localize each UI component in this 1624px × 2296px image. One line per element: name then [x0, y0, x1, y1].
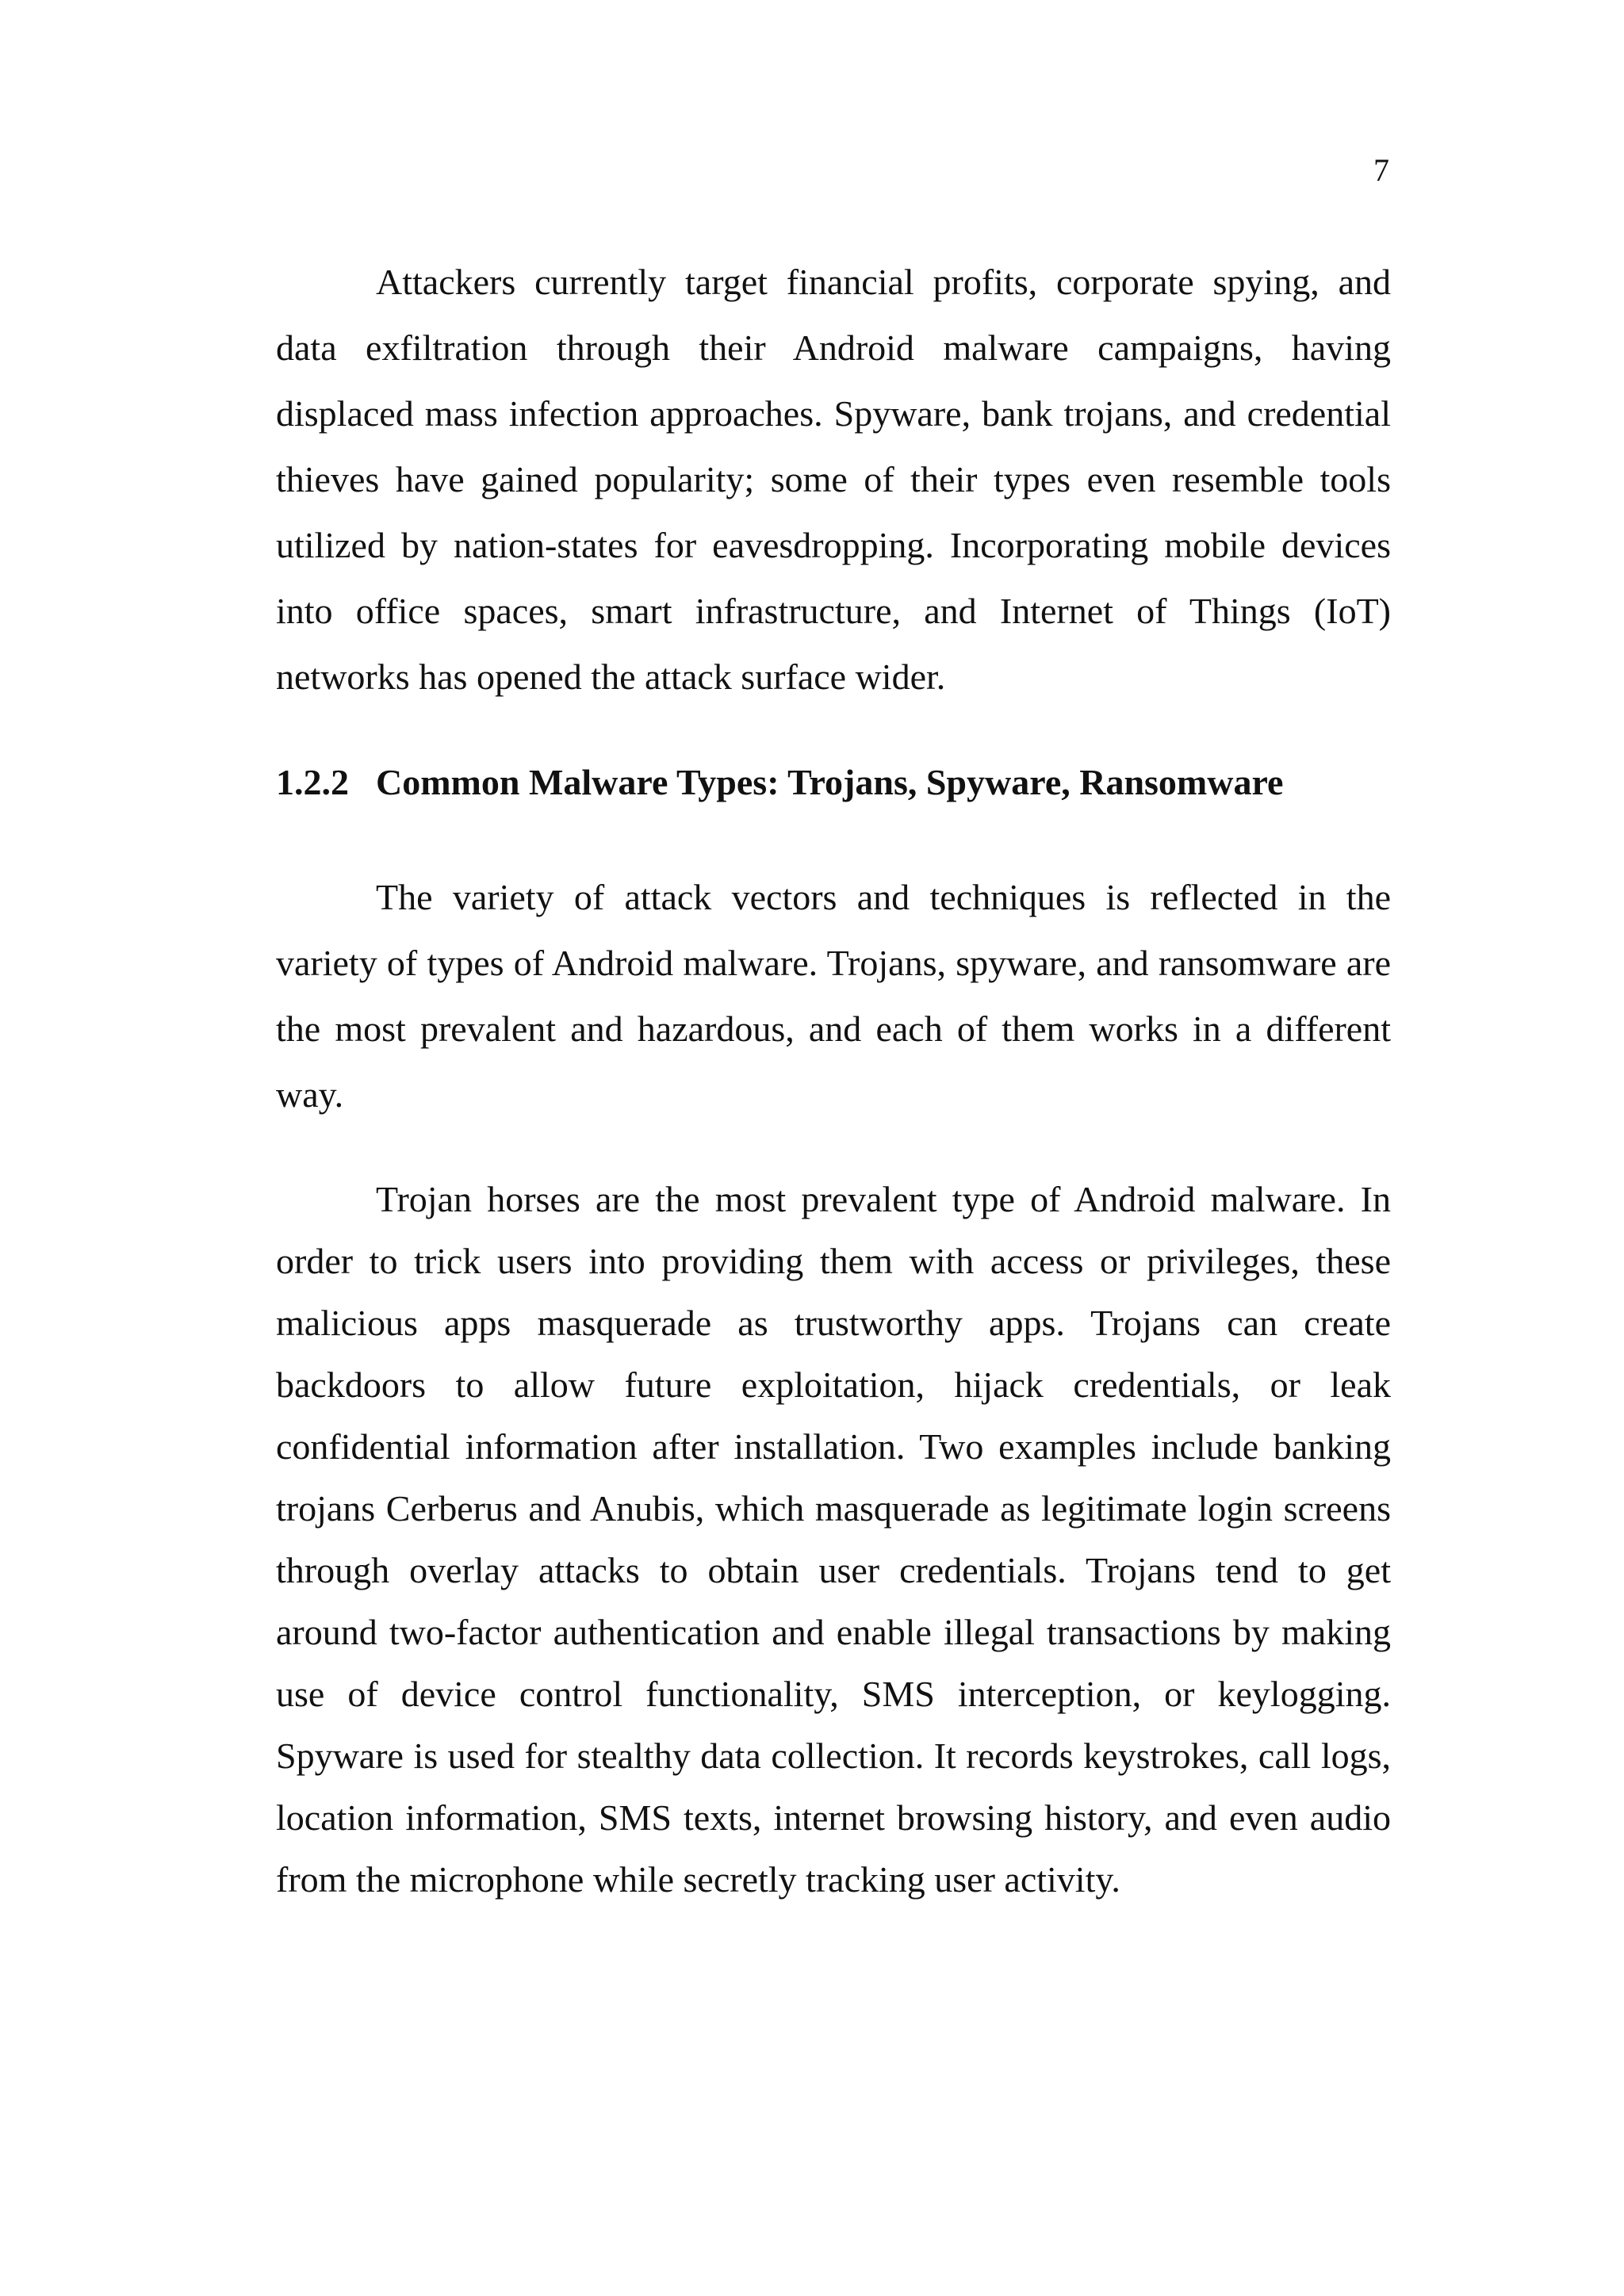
spacer — [276, 710, 1391, 749]
section-heading — [276, 749, 1391, 815]
section-number: 1.2.2 — [276, 762, 349, 802]
page-number: 7 — [1373, 152, 1389, 188]
paragraph-malware-variety: The variety of attack vectors and techniques is reflected in the variety of types of Android malware. Trojans, spyware, and ransomware are the most prevalent and hazardous, and each of them works in a different way. — [276, 877, 1391, 1115]
spacer — [276, 815, 1391, 864]
page-content — [276, 249, 1391, 1911]
paragraph-trojans-spyware: Trojan horses are the most prevalent type of Android malware. In order to trick users into providing them with access or privileges, these malicious apps masquerade as trustworthy apps. Trojans can create backdoors to allow future exploitation, hijack credentials, or leak confidential information after installation. Two examples include banking trojans Cerberus and Anubis, which masquerade as legitimate login screens through overlay attacks to obtain user credentials. Trojans tend to get around two-factor authentication and enable illegal transactions by making use of device control functionality, SMS interception, or keylogging. Spyware is used for stealthy data collection. It records keystrokes, call logs, location information, SMS texts, internet browsing history, and even audio from the microphone while secretly tracking user activity. — [276, 1179, 1391, 1900]
section-title: Common Malware Types: Trojans, Spyware, Ransomware — [376, 762, 1284, 802]
spacer — [276, 1127, 1391, 1169]
paragraph-attack-trends: Attackers currently target financial profits, corporate spying, and data exfiltration through their Android malware campaigns, having displaced mass infection approaches. Spyware, bank trojans, and credential thieves have gained popularity; some of their types even resemble tools utilized by nation-states for eavesdropping. Incorporating mobile devices into office spaces, smart infrastructure, and Internet of Things (IoT) networks has opened the attack surface wider. — [276, 262, 1391, 697]
